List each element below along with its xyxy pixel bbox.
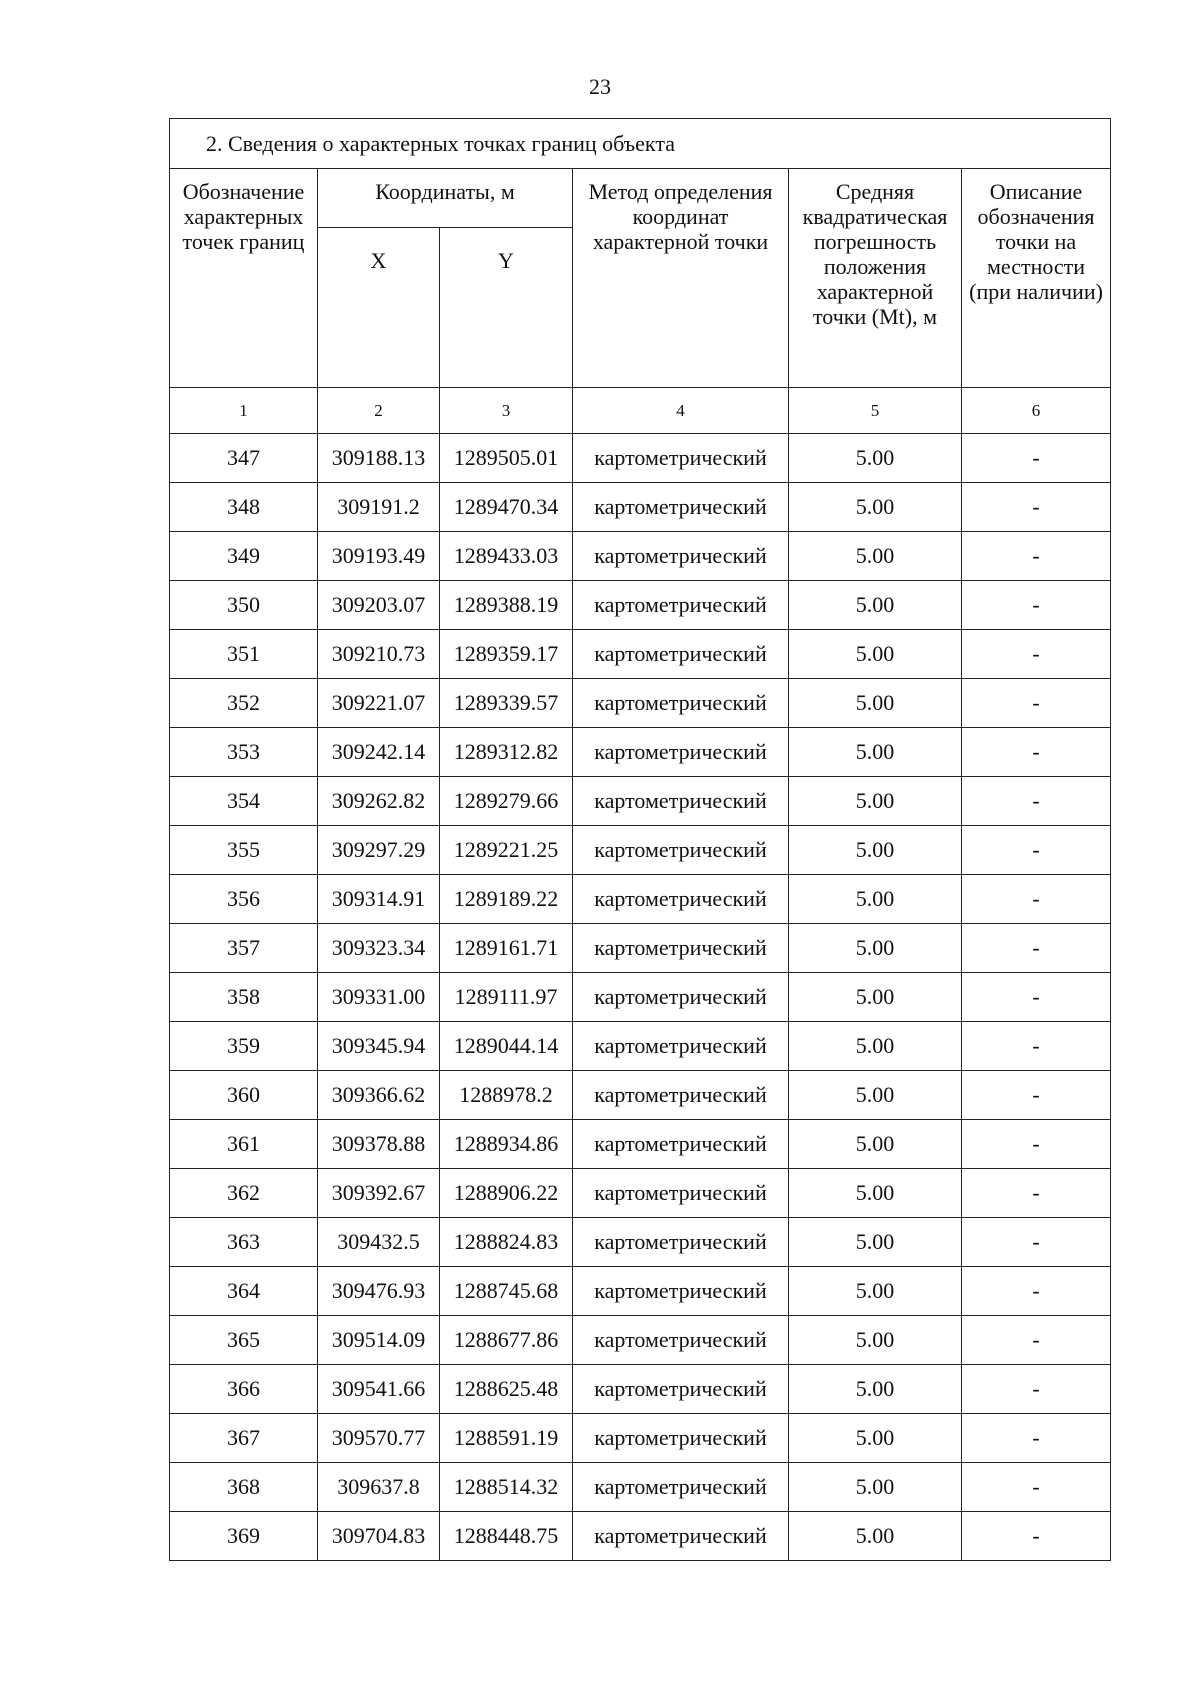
method-cell: картометрический (573, 1267, 789, 1316)
description-cell: - (962, 1316, 1111, 1365)
description-cell: - (962, 924, 1111, 973)
table-row (170, 973, 1111, 1022)
method-cell: картометрический (573, 1120, 789, 1169)
coord-x-cell: 309514.09 (318, 1316, 440, 1365)
coord-y-cell: 1289470.34 (440, 483, 573, 532)
coord-x-cell: 309191.2 (318, 483, 440, 532)
coord-x-cell: 309262.82 (318, 777, 440, 826)
coord-x-cell: 309378.88 (318, 1120, 440, 1169)
method-cell: картометрический (573, 1071, 789, 1120)
column-number: 3 (440, 388, 573, 434)
coord-y-cell: 1289505.01 (440, 434, 573, 483)
description-cell: - (962, 1022, 1111, 1071)
point-id-cell: 362 (170, 1169, 318, 1218)
point-id-cell: 366 (170, 1365, 318, 1414)
page-number: 23 (589, 74, 611, 99)
column-number: 1 (170, 388, 318, 434)
header-error: Средняя квадратическая погрешность положения характерной точки (Mt), м (789, 169, 962, 388)
point-id-cell: 348 (170, 483, 318, 532)
description-cell: - (962, 1267, 1111, 1316)
column-number: 4 (573, 388, 789, 434)
description-cell: - (962, 777, 1111, 826)
coord-x-cell: 309476.93 (318, 1267, 440, 1316)
table-row (170, 728, 1111, 777)
method-cell: картометрический (573, 483, 789, 532)
coord-x-cell: 309203.07 (318, 581, 440, 630)
table-row (170, 1218, 1111, 1267)
coord-x-cell: 309210.73 (318, 630, 440, 679)
description-cell: - (962, 973, 1111, 1022)
error-cell: 5.00 (789, 1512, 962, 1561)
point-id-cell: 364 (170, 1267, 318, 1316)
coord-y-cell: 1289044.14 (440, 1022, 573, 1071)
coord-y-cell: 1288906.22 (440, 1169, 573, 1218)
coord-y-cell: 1289161.71 (440, 924, 573, 973)
table-row (170, 679, 1111, 728)
coord-y-cell: 1288824.83 (440, 1218, 573, 1267)
point-id-cell: 357 (170, 924, 318, 973)
table-row (170, 1414, 1111, 1463)
description-cell: - (962, 1218, 1111, 1267)
error-cell: 5.00 (789, 483, 962, 532)
coord-y-cell: 1288978.2 (440, 1071, 573, 1120)
method-cell: картометрический (573, 434, 789, 483)
header-row (170, 169, 1111, 228)
coord-y-cell: 1289189.22 (440, 875, 573, 924)
table-title: 2. Сведения о характерных точках границ объекта (170, 119, 1111, 169)
table-row (170, 875, 1111, 924)
header-x: X (318, 228, 440, 388)
coord-x-cell: 309221.07 (318, 679, 440, 728)
table-row (170, 826, 1111, 875)
error-cell: 5.00 (789, 1365, 962, 1414)
table-row (170, 1365, 1111, 1414)
coord-y-cell: 1289388.19 (440, 581, 573, 630)
method-cell: картометрический (573, 1512, 789, 1561)
method-cell: картометрический (573, 728, 789, 777)
column-number-row (170, 388, 1111, 434)
header-designation: Обозначение характерных точек границ (170, 169, 318, 388)
table-title-row (170, 119, 1111, 169)
coord-x-cell: 309366.62 (318, 1071, 440, 1120)
point-id-cell: 355 (170, 826, 318, 875)
point-id-cell: 351 (170, 630, 318, 679)
description-cell: - (962, 1365, 1111, 1414)
error-cell: 5.00 (789, 1022, 962, 1071)
error-cell: 5.00 (789, 777, 962, 826)
error-cell: 5.00 (789, 1071, 962, 1120)
point-id-cell: 358 (170, 973, 318, 1022)
error-cell: 5.00 (789, 1218, 962, 1267)
coord-y-cell: 1288745.68 (440, 1267, 573, 1316)
error-cell: 5.00 (789, 973, 962, 1022)
coord-x-cell: 309637.8 (318, 1463, 440, 1512)
column-number: 2 (318, 388, 440, 434)
description-cell: - (962, 728, 1111, 777)
coord-y-cell: 1288934.86 (440, 1120, 573, 1169)
error-cell: 5.00 (789, 1169, 962, 1218)
coord-y-cell: 1288677.86 (440, 1316, 573, 1365)
description-cell: - (962, 1512, 1111, 1561)
error-cell: 5.00 (789, 1267, 962, 1316)
header-coordinates: Координаты, м (318, 169, 573, 228)
coord-x-cell: 309331.00 (318, 973, 440, 1022)
point-id-cell: 363 (170, 1218, 318, 1267)
error-cell: 5.00 (789, 532, 962, 581)
method-cell: картометрический (573, 679, 789, 728)
method-cell: картометрический (573, 1022, 789, 1071)
method-cell: картометрический (573, 1169, 789, 1218)
coord-y-cell: 1289312.82 (440, 728, 573, 777)
error-cell: 5.00 (789, 826, 962, 875)
error-cell: 5.00 (789, 728, 962, 777)
table-row (170, 1267, 1111, 1316)
description-cell: - (962, 1120, 1111, 1169)
coord-y-cell: 1288625.48 (440, 1365, 573, 1414)
point-id-cell: 368 (170, 1463, 318, 1512)
header-method: Метод определения координат характерной точки (573, 169, 789, 388)
table-row (170, 1022, 1111, 1071)
point-id-cell: 367 (170, 1414, 318, 1463)
description-cell: - (962, 1463, 1111, 1512)
description-cell: - (962, 581, 1111, 630)
error-cell: 5.00 (789, 875, 962, 924)
description-cell: - (962, 826, 1111, 875)
method-cell: картометрический (573, 875, 789, 924)
point-id-cell: 359 (170, 1022, 318, 1071)
boundary-points-table (169, 118, 1111, 1561)
description-cell: - (962, 1071, 1111, 1120)
coord-x-cell: 309297.29 (318, 826, 440, 875)
coord-y-cell: 1288514.32 (440, 1463, 573, 1512)
coord-x-cell: 309323.34 (318, 924, 440, 973)
description-cell: - (962, 483, 1111, 532)
method-cell: картометрический (573, 1365, 789, 1414)
column-number: 6 (962, 388, 1111, 434)
description-cell: - (962, 630, 1111, 679)
method-cell: картометрический (573, 581, 789, 630)
coord-x-cell: 309392.67 (318, 1169, 440, 1218)
coord-x-cell: 309345.94 (318, 1022, 440, 1071)
coord-x-cell: 309432.5 (318, 1218, 440, 1267)
table-row (170, 1071, 1111, 1120)
point-id-cell: 347 (170, 434, 318, 483)
error-cell: 5.00 (789, 1463, 962, 1512)
coord-y-cell: 1289279.66 (440, 777, 573, 826)
header-description: Описание обозначения точки на местности (при наличии) (962, 169, 1111, 388)
coord-x-cell: 309242.14 (318, 728, 440, 777)
error-cell: 5.00 (789, 1414, 962, 1463)
coord-x-cell: 309570.77 (318, 1414, 440, 1463)
description-cell: - (962, 875, 1111, 924)
point-id-cell: 360 (170, 1071, 318, 1120)
error-cell: 5.00 (789, 679, 962, 728)
coord-y-cell: 1289359.17 (440, 630, 573, 679)
table-row (170, 630, 1111, 679)
coord-y-cell: 1288591.19 (440, 1414, 573, 1463)
coord-x-cell: 309541.66 (318, 1365, 440, 1414)
point-id-cell: 353 (170, 728, 318, 777)
table-row (170, 483, 1111, 532)
method-cell: картометрический (573, 630, 789, 679)
table-row (170, 1316, 1111, 1365)
header-y: Y (440, 228, 573, 388)
coord-x-cell: 309188.13 (318, 434, 440, 483)
coord-x-cell: 309193.49 (318, 532, 440, 581)
table-row (170, 1120, 1111, 1169)
description-cell: - (962, 679, 1111, 728)
table-row (170, 1169, 1111, 1218)
coord-y-cell: 1289339.57 (440, 679, 573, 728)
error-cell: 5.00 (789, 581, 962, 630)
coord-y-cell: 1288448.75 (440, 1512, 573, 1561)
point-id-cell: 361 (170, 1120, 318, 1169)
point-id-cell: 356 (170, 875, 318, 924)
table-row (170, 532, 1111, 581)
method-cell: картометрический (573, 924, 789, 973)
point-id-cell: 352 (170, 679, 318, 728)
error-cell: 5.00 (789, 1120, 962, 1169)
method-cell: картометрический (573, 826, 789, 875)
method-cell: картометрический (573, 1414, 789, 1463)
error-cell: 5.00 (789, 434, 962, 483)
error-cell: 5.00 (789, 630, 962, 679)
table-row (170, 1512, 1111, 1561)
method-cell: картометрический (573, 1463, 789, 1512)
table-row (170, 777, 1111, 826)
point-id-cell: 369 (170, 1512, 318, 1561)
point-id-cell: 349 (170, 532, 318, 581)
coord-y-cell: 1289111.97 (440, 973, 573, 1022)
error-cell: 5.00 (789, 1316, 962, 1365)
coord-y-cell: 1289221.25 (440, 826, 573, 875)
method-cell: картометрический (573, 777, 789, 826)
error-cell: 5.00 (789, 924, 962, 973)
table-row (170, 434, 1111, 483)
coord-x-cell: 309314.91 (318, 875, 440, 924)
table-row (170, 581, 1111, 630)
point-id-cell: 354 (170, 777, 318, 826)
point-id-cell: 365 (170, 1316, 318, 1365)
method-cell: картометрический (573, 973, 789, 1022)
description-cell: - (962, 532, 1111, 581)
method-cell: картометрический (573, 1218, 789, 1267)
description-cell: - (962, 434, 1111, 483)
description-cell: - (962, 1169, 1111, 1218)
table-body (170, 119, 1111, 1561)
column-number: 5 (789, 388, 962, 434)
table-row (170, 924, 1111, 973)
table-row (170, 1463, 1111, 1512)
method-cell: картометрический (573, 532, 789, 581)
coord-x-cell: 309704.83 (318, 1512, 440, 1561)
description-cell: - (962, 1414, 1111, 1463)
method-cell: картометрический (573, 1316, 789, 1365)
coord-y-cell: 1289433.03 (440, 532, 573, 581)
point-id-cell: 350 (170, 581, 318, 630)
